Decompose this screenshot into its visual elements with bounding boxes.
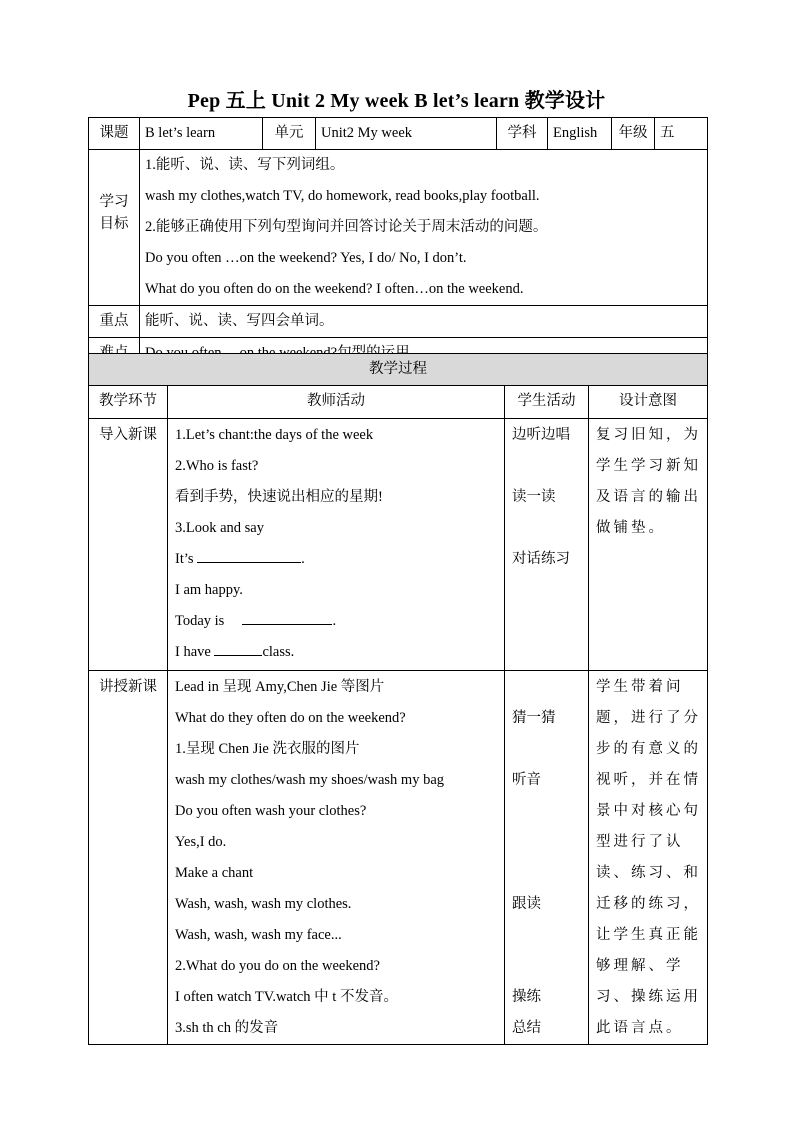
student-line: 跟读 — [512, 896, 541, 912]
section2-student — [505, 671, 589, 1045]
objectives-label — [89, 150, 140, 306]
student-line — [512, 796, 588, 827]
student-line: 对话练习 — [512, 551, 570, 567]
col-stage-header: 教学环节 — [89, 386, 168, 419]
teacher-line: Wash, wash, wash my face... — [175, 927, 342, 943]
col-design-header: 设计意图 — [589, 386, 708, 419]
section1-design: 复习旧知，为学生学习新知及语言的输出做铺垫。 — [589, 419, 708, 671]
section2-design: 学生带着问题，进行了分步的有意义的视听，并在情景中对核心句型进行了认读、练习、和迁移的练习，让学生真正能够理解、学习、操练运用此语言点。 — [589, 671, 708, 1045]
have-pre-text: I have — [175, 644, 211, 660]
key-point-label: 重点 — [89, 306, 140, 338]
teacher-line: What do they often do on the weekend? — [175, 710, 406, 726]
fill-blank — [197, 546, 301, 563]
student-line — [512, 451, 588, 482]
student-line: 读一读 — [512, 489, 556, 505]
section1-student — [505, 419, 589, 671]
objective-line: Do you often …on the weekend? Yes, I do/ No, I don’t. — [145, 250, 467, 266]
page-title: Pep 五上 Unit 2 My week B let’s learn 教学设计 — [187, 90, 606, 112]
objective-line: What do you often do on the weekend? I often…on the weekend. — [145, 281, 524, 297]
student-line — [512, 920, 588, 951]
student-line — [512, 827, 588, 858]
student-line: 总结 — [512, 1020, 541, 1036]
unit-value: Unit2 My week — [316, 118, 497, 150]
objective-line: wash my clothes,watch TV, do homework, read books,play football. — [145, 188, 540, 204]
student-line: 猜一猜 — [512, 710, 556, 726]
subject-value: English — [548, 118, 612, 150]
objectives-label-2: 目标 — [99, 216, 129, 232]
teacher-line: Wash, wash, wash my clothes. — [175, 896, 352, 912]
student-line — [512, 513, 588, 544]
section1-stage: 导入新课 — [89, 419, 168, 671]
process-table — [88, 353, 708, 1045]
teacher-line: 2.Who is fast? — [175, 458, 259, 474]
teacher-line-its: It’s . — [175, 544, 504, 575]
col-student-header: 学生活动 — [505, 386, 589, 419]
teacher-line: 3.Look and say — [175, 520, 264, 536]
today-text: Today is — [175, 613, 225, 629]
info-table — [88, 117, 708, 370]
teacher-line: I am happy. — [175, 582, 243, 598]
section2-stage: 讲授新课 — [89, 671, 168, 1045]
objectives-content — [140, 150, 708, 306]
section1-teacher — [168, 419, 505, 671]
teacher-line-have — [175, 637, 504, 668]
topic-value: B let’s learn — [140, 118, 263, 150]
student-line — [512, 951, 588, 982]
student-line — [512, 858, 588, 889]
topic-label: 课题 — [89, 118, 140, 150]
student-line: 边听边唱 — [512, 427, 570, 443]
teacher-line: Do you often wash your clothes? — [175, 803, 367, 819]
student-line: 操练 — [512, 989, 541, 1005]
fill-blank — [214, 639, 262, 656]
teacher-line: 3.sh th ch 的发音 — [175, 1020, 279, 1036]
grade-label: 年级 — [612, 118, 655, 150]
grade-value: 五 — [655, 118, 708, 150]
section2-teacher — [168, 671, 505, 1045]
teacher-line: 1.呈现 Chen Jie 洗衣服的图片 — [175, 741, 360, 757]
teacher-line-today: Today is . — [175, 606, 504, 637]
teacher-line: 1.Let’s chant:the days of the week — [175, 427, 374, 443]
student-line — [512, 734, 588, 765]
process-heading: 教学过程 — [89, 354, 708, 386]
teacher-line: Lead in 呈现 Amy,Chen Jie 等图片 — [175, 679, 385, 695]
subject-label: 学科 — [497, 118, 548, 150]
objective-line: 1.能听、说、读、写下列词组。 — [145, 157, 345, 173]
teacher-line: 看到手势，快速说出相应的星期! — [175, 489, 383, 505]
objectives-label-1: 学习 — [99, 194, 129, 210]
teacher-line: Make a chant — [175, 865, 254, 881]
teacher-line: 2.What do you do on the weekend? — [175, 958, 380, 974]
its-text: It’s — [175, 551, 194, 567]
teacher-line: I often watch TV.watch 中 t 不发音。 — [175, 989, 398, 1005]
key-point-value: 能听、说、读、写四会单词。 — [140, 306, 708, 338]
student-line — [512, 672, 588, 703]
have-post-text: class. — [262, 644, 295, 660]
student-line: 听音 — [512, 772, 541, 788]
col-teacher-header: 教师活动 — [168, 386, 505, 419]
teacher-line: Yes,I do. — [175, 834, 227, 850]
objective-line: 2.能够正确使用下列句型询问并回答讨论关于周末活动的问题。 — [145, 219, 548, 235]
fill-blank — [242, 608, 332, 625]
teacher-line: wash my clothes/wash my shoes/wash my bag — [175, 772, 445, 788]
unit-label: 单元 — [263, 118, 316, 150]
